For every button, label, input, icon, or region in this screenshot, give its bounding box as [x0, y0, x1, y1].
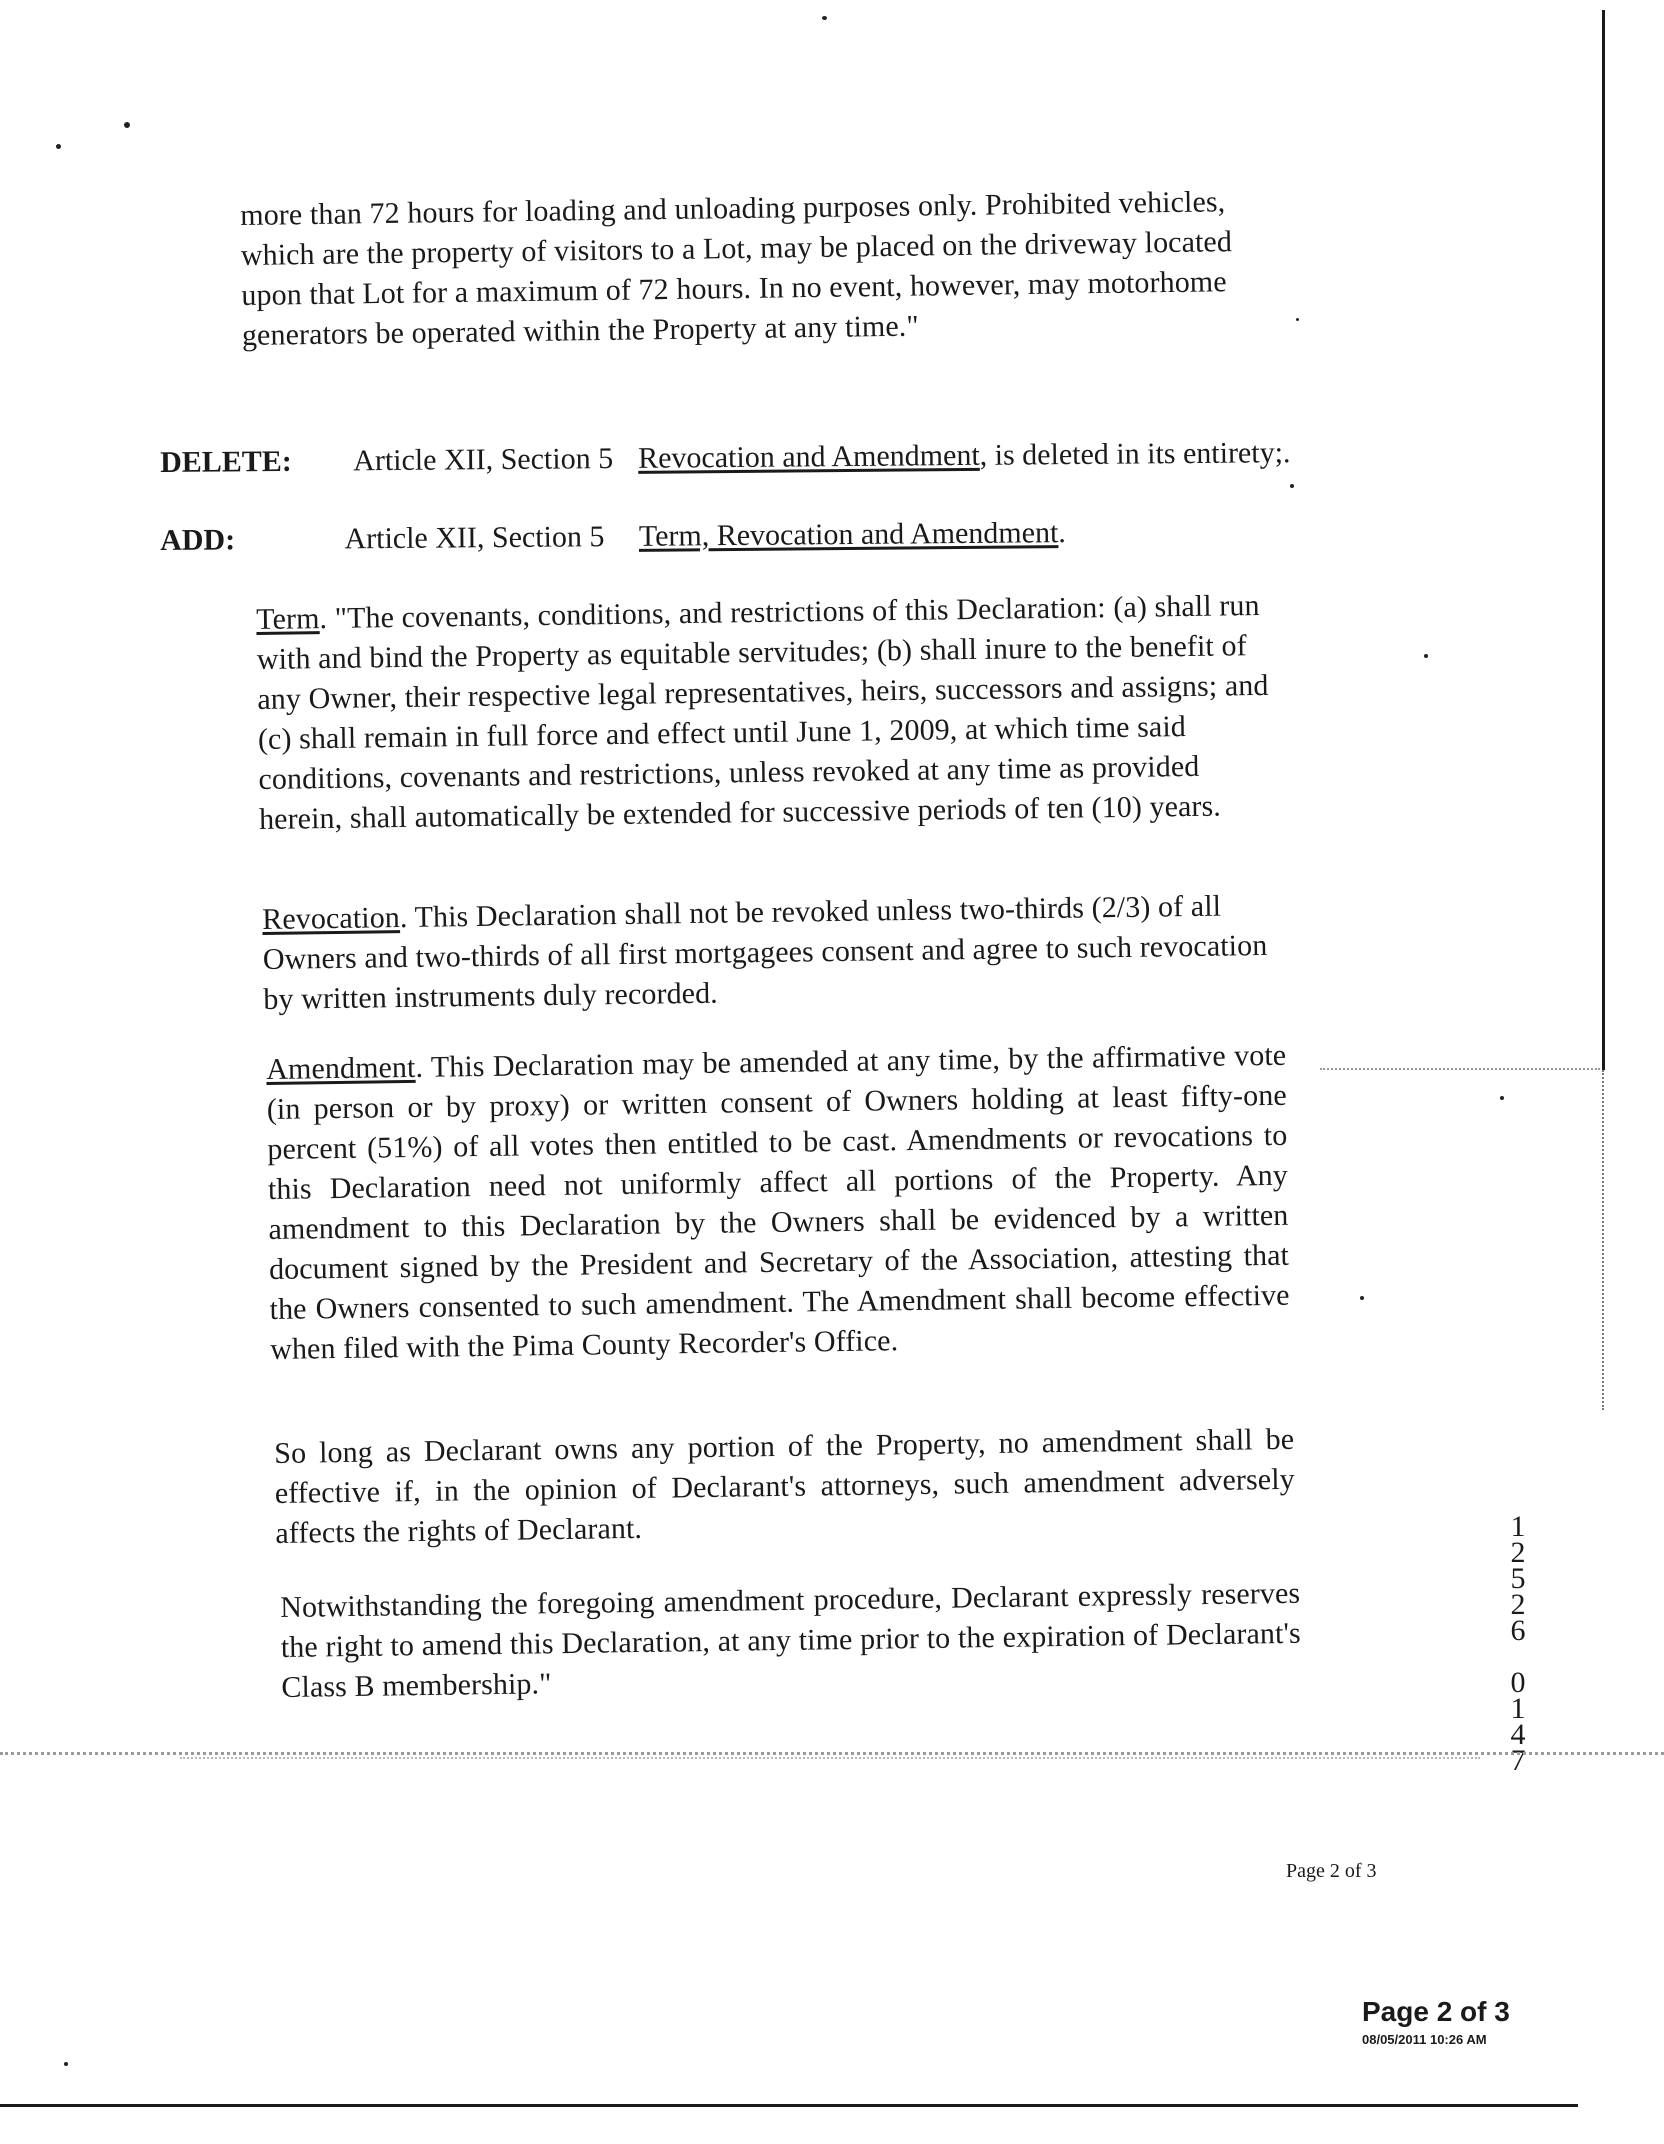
recording-stamp-digits — [1504, 1510, 1532, 1777]
declarant-paragraph: So long as Declarant owns any portion of the Property, no amendment shall be effective if, in the opinion of Declarant's attorneys, such amendment adversely affects the rights of Declarant. — [274, 1422, 1295, 1550]
stamp-digit: 5 — [1510, 1562, 1526, 1595]
term-paragraph — [256, 586, 1279, 840]
stamp-digit: 2 — [1510, 1536, 1526, 1569]
right-margin-line — [1602, 10, 1605, 1070]
scan-speck — [1296, 318, 1299, 321]
revocation-paragraph — [262, 886, 1284, 1020]
term-heading: Term — [256, 602, 320, 636]
add-article-ref: Article XII, Section 5 — [344, 520, 605, 556]
term-text: . "The covenants, conditions, and restrictions of this Declaration: (a) shall run with and bind the Property as equitable servitudes; (b) shall inure to the benefit of any Owner, their respective legal representatives, heirs, successors and assigns; and (c) shall remain in full force and effect until June 1, 2009, at which time said conditions, covenants and restrictions, unless revoked at any time as provided herein, shall automatically be extended for successive periods of ten (10) years. — [256, 588, 1269, 836]
stamp-digit: 2 — [1510, 1588, 1526, 1621]
notwithstanding-paragraph: Notwithstanding the foregoing amendment procedure, Declarant expressly reserves the right to amend this Declaration, at any time prior to the expiration of Declarant's Class B membership." — [280, 1576, 1301, 1704]
fax-scan-band — [0, 1752, 1664, 1755]
scan-speck — [822, 16, 827, 20]
stamp-digit: 7 — [1510, 1744, 1526, 1777]
add-row — [160, 513, 1410, 558]
page-number-small: Page 2 of 3 — [1286, 1860, 1377, 1882]
delete-title: Revocation and Amendment — [637, 438, 980, 475]
scan-speck — [1424, 654, 1428, 658]
amendment-paragraph — [266, 1036, 1290, 1370]
right-margin-dots — [1602, 1070, 1604, 1410]
scan-speck — [1500, 1096, 1504, 1100]
amendment-text: . This Declaration may be amended at any time, by the affirmative vote (in person or by proxy) or written consent of Owners holding at least fifty-one percent (51%) of all votes then entitled to be cast. Amendments or revocations to this Declaration need not uniformly affect all portions of the Property. Any amendment to this Declaration by the Owners shall be evidenced by a written document signed by the President and Secretary of the Association, attesting that the Owners consented to such amendment. The Amendment shall become effective when filed with the Pima County Recorder's Office. — [266, 1038, 1290, 1366]
delete-row — [160, 435, 1410, 480]
scan-speck — [56, 144, 61, 149]
add-label: ADD: — [160, 523, 236, 557]
amendment-heading: Amendment — [266, 1050, 416, 1086]
delete-article-ref: Article XII, Section 5 — [353, 442, 614, 478]
stamp-digit: 4 — [1510, 1718, 1526, 1751]
scan-speck — [64, 2062, 68, 2066]
footer-timestamp: 08/05/2011 10:26 AM — [1362, 2032, 1487, 2047]
add-suffix: . — [1058, 516, 1066, 550]
scan-speck — [124, 122, 130, 128]
fax-scan-band-2 — [180, 1757, 1480, 1759]
delete-label: DELETE: — [160, 444, 293, 479]
side-dash — [1320, 1068, 1600, 1070]
add-title: Term, Revocation and Amendment — [638, 516, 1059, 553]
stamp-digit: 1 — [1510, 1692, 1526, 1725]
continued-paragraph: more than 72 hours for loading and unloading purposes only. Prohibited vehicles, which are the property of visitors to a Lot, may be placed on the driveway located upon that Lot for a maximum of 72 hours. In no event, however, may motorhome generators be operated within the Property at any time." — [240, 185, 1233, 352]
stamp-digit: 0 — [1510, 1666, 1526, 1699]
footer-rule — [0, 2104, 1578, 2107]
delete-suffix: , is deleted in its entirety;. — [979, 436, 1291, 472]
scan-speck — [1360, 1296, 1364, 1300]
stamp-digit: 6 — [1510, 1614, 1526, 1647]
footer-page-label: Page 2 of 3 — [1362, 1996, 1510, 2027]
revocation-heading: Revocation — [262, 901, 401, 936]
revocation-text: . This Declaration shall not be revoked unless two-thirds (2/3) of all Owners and two-thirds of all first mortgagees consent and agree to such revocation by written instruments duly recorded. — [262, 889, 1268, 1016]
stamp-digit: 1 — [1510, 1510, 1526, 1543]
scan-speck — [1290, 484, 1294, 488]
